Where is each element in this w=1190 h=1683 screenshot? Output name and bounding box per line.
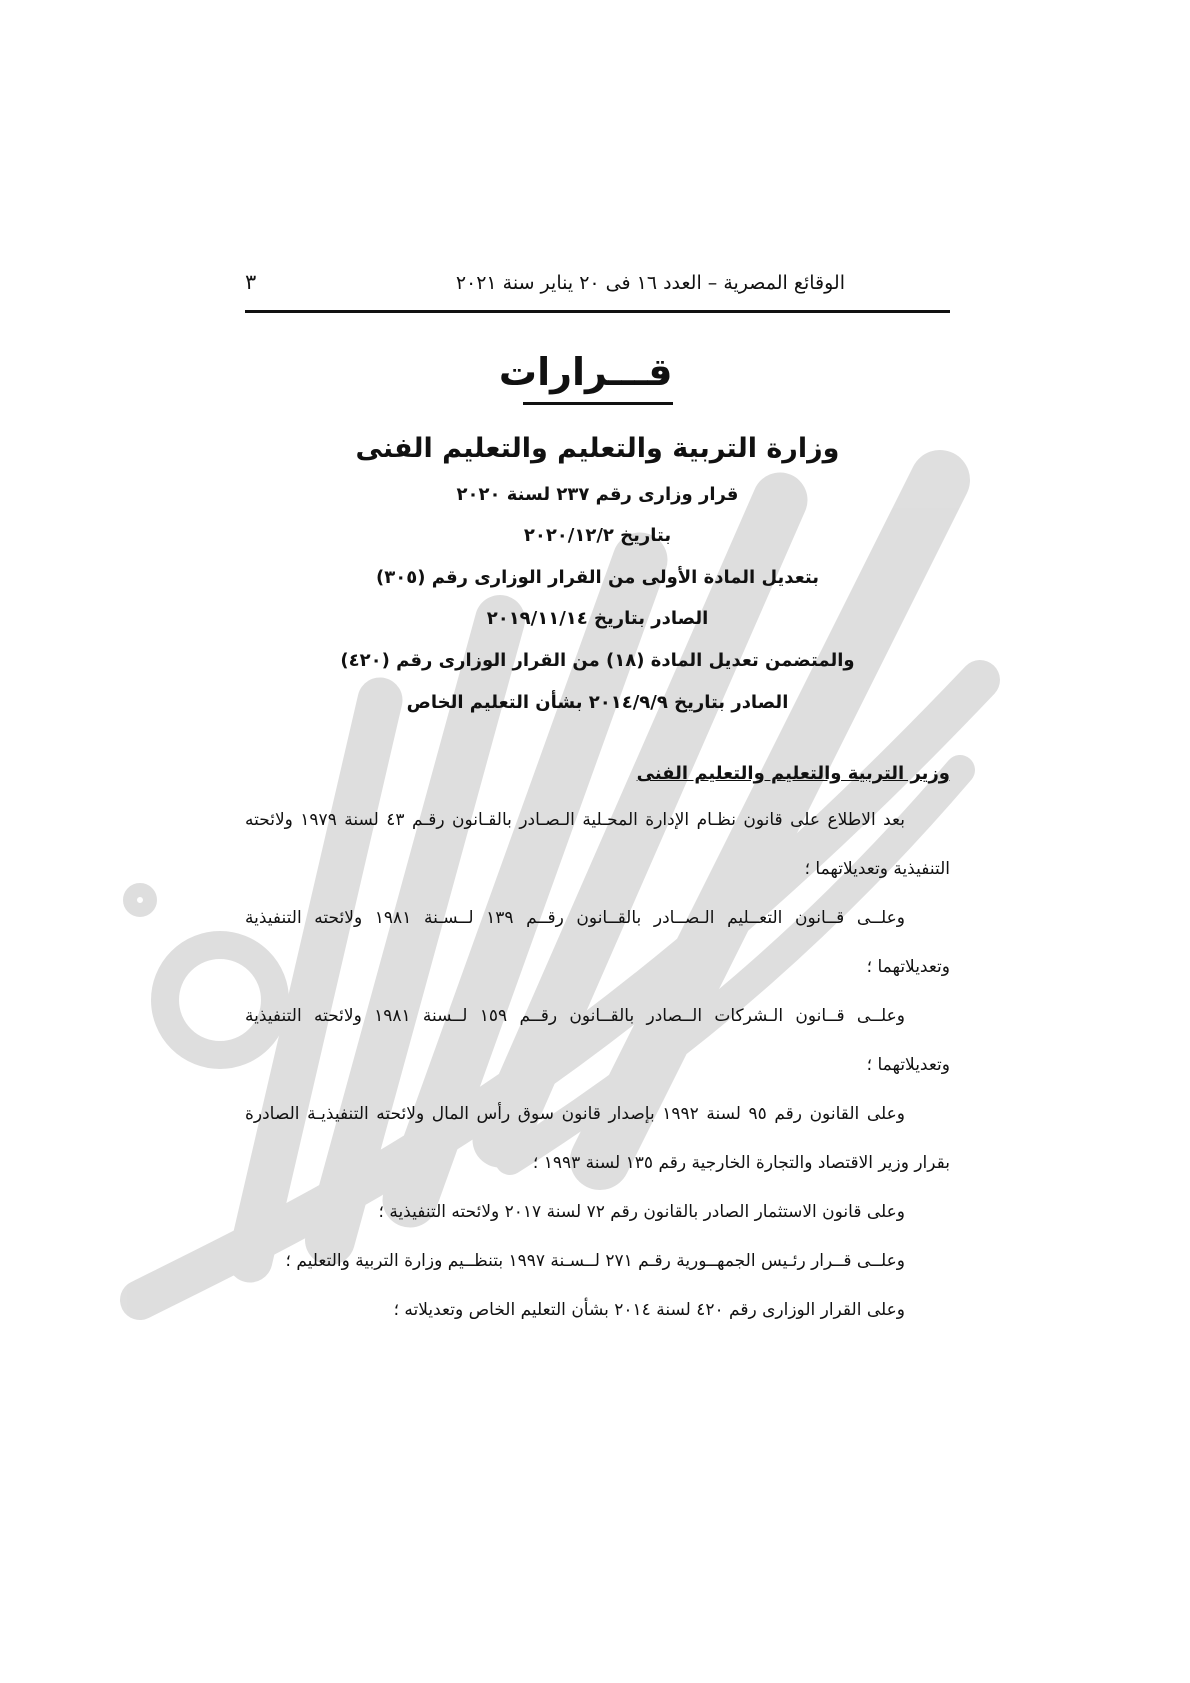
decree-subject-3: والمتضمن تعديل المادة (١٨) من القرار الوزارى رقم (٤٢٠) xyxy=(340,649,855,671)
recital-paragraph: وعلــى قــانون الـشركات الــصادر بالقــانون رقــم ١٥٩ لــسنة ١٩٨١ ولائحته التنفيذية وتعديلاتهما ؛ xyxy=(245,1006,950,1076)
header-title: الوقائع المصرية – العدد ١٦ فى ٢٠ يناير سنة ٢٠٢١ xyxy=(455,272,845,294)
recital-paragraph: بعد الاطلاع على قانون نظـام الإدارة المحـلية الـصـادر بالقـانون رقـم ٤٣ لسنة ١٩٧٩ ولائحته التنفيذية وتعديلاتهما ؛ xyxy=(245,810,950,880)
page-number: ٣ xyxy=(245,270,257,294)
document-body xyxy=(245,350,950,1335)
decree-subject-2: الصادر بتاريخ ٢٠١٩/١١/١٤ xyxy=(486,608,709,630)
recital-paragraph: وعلى القانون رقم ٩٥ لسنة ١٩٩٢ بإصدار قانون سوق رأس المال ولائحته التنفيذيـة الصادرة بقرار وزير الاقتصاد والتجارة الخارجية رقم ١٣٥ لسنة ١٩٩٣ ؛ xyxy=(245,1104,950,1174)
decree-subject-1: بتعديل المادة الأولى من القرار الوزارى رقم (٣٠٥) xyxy=(376,566,819,588)
recital-paragraph: وعلــى قــرار رئـيس الجمهــورية رقـم ٢٧١ لــسـنة ١٩٩٧ بتنظــيم وزارة التربية والتعليم ؛ xyxy=(285,1251,905,1272)
recitals xyxy=(245,796,950,1335)
decree-subject-4: الصادر بتاريخ ٢٠١٤/٩/٩ بشأن التعليم الخاص xyxy=(406,691,789,713)
decree-number: قرار وزارى رقم ٢٣٧ لسنة ٢٠٢٠ xyxy=(456,483,739,505)
section-title: قـــرارات xyxy=(523,350,673,405)
ministry-heading: وزارة التربية والتعليم والتعليم الفنى xyxy=(355,432,840,464)
minister-title: وزير التربية والتعليم والتعليم الفنى xyxy=(636,763,950,785)
decree-date: بتاريخ ٢٠٢٠/١٢/٢ xyxy=(523,525,672,547)
recital-paragraph: وعلى القرار الوزارى رقم ٤٢٠ لسنة ٢٠١٤ بشأن التعليم الخاص وتعديلاته ؛ xyxy=(393,1300,905,1321)
recital-paragraph: وعلى قانون الاستثمار الصادر بالقانون رقم ٧٢ لسنة ٢٠١٧ ولائحته التنفيذية ؛ xyxy=(378,1202,905,1223)
recital-paragraph: وعلــى قــانون التعــليم الـصــادر بالقــانون رقــم ١٣٩ لــسـنة ١٩٨١ ولائحته التنفيذية وتعديلاتهما ؛ xyxy=(245,908,950,978)
page-header xyxy=(245,268,950,313)
